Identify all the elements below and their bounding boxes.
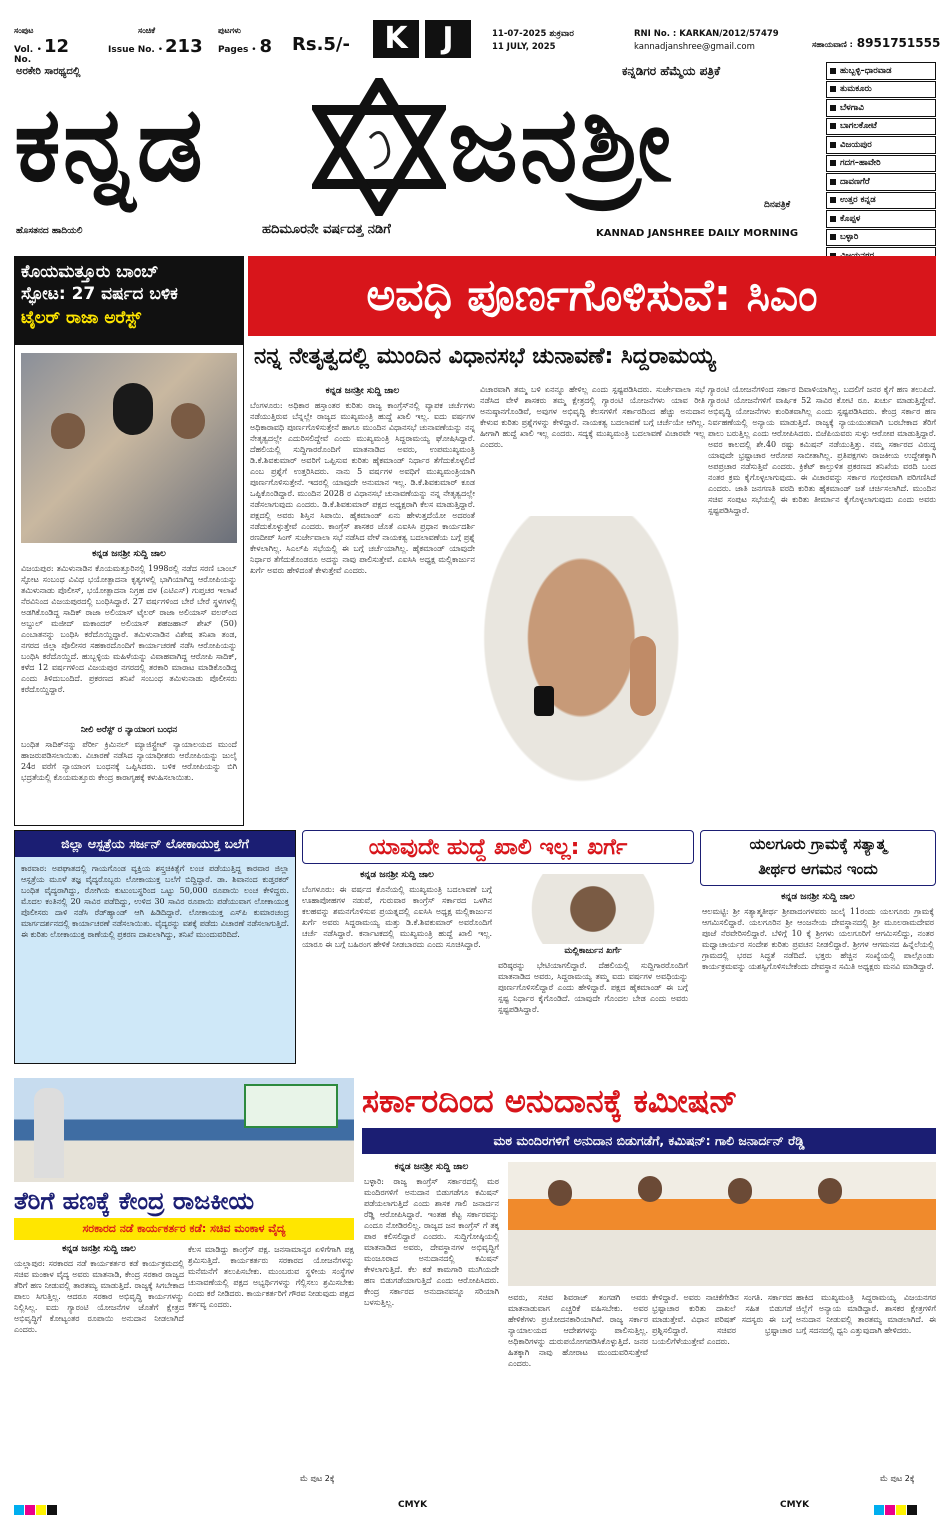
issue-number: 213 xyxy=(165,36,203,57)
yalgur-byline: ಕನ್ನಡ ಜನಶ್ರೀ ಸುದ್ದಿ ಜಾಲ xyxy=(781,892,855,902)
bomb-title-3: ಟೈಲರ್ ರಾಜಾ ಅರೆಸ್ಟ್ xyxy=(21,308,141,328)
right-tagline: ಕನ್ನಡಿಗರ ಹೆಮ್ಮೆಯ ಪತ್ರಿಕೆ xyxy=(622,64,721,78)
story-kharge xyxy=(302,830,694,1064)
title-left: ಕನ್ನಡ xyxy=(14,83,205,205)
title-right: ಜನಶ್ರೀ xyxy=(448,83,674,205)
cm-photo xyxy=(480,516,705,820)
edition-label: ಉತ್ತರ ಕನ್ನಡ xyxy=(840,195,876,206)
tax-subtitle: ಸರಕಾರದ ನಡೆ ಕಾರ್ಯಕರ್ತರ ಕಡೆ: ಸಚಿವ ಮಂಕಾಳ ವೈದ್ಯ xyxy=(14,1218,354,1240)
tax-col1: ಯಲ್ಲಾಪುರ: ಸರಕಾರದ ನಡೆ ಕಾರ್ಯಕರ್ತರ ಕಡೆ ಕಾರ್ಯಕ್ರಮದಲ್ಲಿ ಸಚಿವ ಮಂಕಾಳ ವೈದ್ಯ ಅವರು ಮಾತನಾಡಿ, ಕೇಂದ್ರ ಸರಕಾರ ರಾಜ್ಯದ ತೆರಿಗೆ ಹಣ ನೀಡುವಲ್ಲಿ ತಾರತಮ್ಯ ಮಾಡುತ್ತಿದೆ. ರಾಜ್ಯಕ್ಕೆ ಸಿಗಬೇಕಾದ ಪಾಲು ಸಿಗುತ್ತಿಲ್ಲ. ಆದರೂ ಸರಕಾರ ಅಭಿವೃದ್ಧಿ ಕಾರ್ಯಗಳನ್ನು ನಿಲ್ಲಿಸಿಲ್ಲ. ಐದು ಗ್ಯಾರಂಟಿ ಯೋಜನೆಗಳ ಜೊತೆಗೆ ಕ್ಷೇತ್ರದ ಅಭಿವೃದ್ಧಿಗೆ ಕೋಟ್ಯಂತರ ರೂಪಾಯಿ ಅನುದಾನ ನೀಡಲಾಗಿದೆ ಎಂದರು. xyxy=(14,1259,184,1334)
tax-photo xyxy=(14,1078,354,1182)
edition-label: ವಿಜಯಪುರ xyxy=(840,139,872,150)
edition-label: ಬಳ್ಳಾರಿ xyxy=(840,232,859,243)
color-swatches-right xyxy=(874,1500,918,1519)
commission-headline: ಸರ್ಕಾರದಿಂದ ಅನುದಾನಕ್ಕೆ ಕಮೀಷನ್ xyxy=(362,1082,738,1120)
cmyk-label-right: CMYK xyxy=(780,1500,810,1510)
commission-col2: ಅವರು, ಸಚಿವ ಶಿವರಾಜ್ ತಂಗಡಗಿ ಅವರು ಮಾತನಾಡುವಾಗ ಎಚ್ಚರಿಕೆ ವಹಿಸಬೇಕು. ಅವರ ಹೇಳಿಕೆಗಳು ಪ್ರಚೋದನಕಾರಿಯಾಗಿವೆ. ರಾಜ್ಯ ಸರ್ಕಾರ ನ್ಯಾಯಾಲಯದ ಆದೇಶಗಳನ್ನು ಪಾಲಿಸುತ್ತಿಲ್ಲ. ಅಧಿಕಾರಿಗಳನ್ನು ದುರುಪಯೋಗಪಡಿಸಿಕೊಳ್ಳುತ್ತಿದೆ. ಜನರ ಹಿತಕ್ಕಾಗಿ ನಾವು ಹೋರಾಟ ಮುಂದುವರಿಸುತ್ತೇವೆ ಎಂದರು. xyxy=(508,1293,648,1368)
email: kannadjanshree@gmail.com xyxy=(634,42,755,52)
issue-info: ಸಂಚಿಕೆ Issue No. • 213 xyxy=(108,26,208,54)
date-english: 11 JULY, 2025 xyxy=(492,42,556,52)
lead-col2: ವಿಚಾರವಾಗಿ ತಮ್ಮ ಬಳಿ ಏನನ್ನೂ ಹೇಳಿಲ್ಲ ಎಂದು ಸ್ಪಷ್ಟಪಡಿಸಿದರು. ಸುರ್ಜೇವಾಲಾ ಸಭೆ ನಡೆಸಿದ ವೇಳೆ ಶಾಸಕರು ತಮ್ಮ ಕ್ಷೇತ್ರದಲ್ಲಿ ಗ್ಯಾರಂಟಿ ಯೋಜನೆಗಳು ಯಾವ ರೀತಿ ಅನುಷ್ಠಾನಗೊಂಡಿವೆ, ಅವುಗಳ ಅಭಿವೃದ್ಧಿ ಕೆಲಸಗಳಿಗೆ ಸರ್ಕಾರದಿಂದ ಹೆಚ್ಚು ಅನುದಾನ ಕೇಳುವ ಕುರಿತು ಪ್ರಶ್ನೆಗಳನ್ನು ಕೇಳಿದ್ದಾರೆ. ನಾಯಕತ್ವ ಬದಲಾವಣೆ ಬಗ್ಗೆ ಚರ್ಚೆಯೇ ಆಗಿಲ್ಲ. ಹೀಗಾಗಿ ಹುದ್ದೆ ಖಾಲಿ ಇಲ್ಲ ಎಂದರು. ಸದ್ಯಕ್ಕೆ ಮುಖ್ಯಮಂತ್ರಿ ಬದಲಾವಣೆ ವಿಚಾರವೇ ಇಲ್ಲ ಎಂದರು. xyxy=(480,385,705,449)
story-bomb xyxy=(14,256,244,826)
kharge-col2: ವರಿಷ್ಠರನ್ನು ಭೇಟಿಯಾಗಲಿದ್ದಾರೆ. ದೆಹಲಿಯಲ್ಲಿ ಸುದ್ದಿಗಾರರೊಂದಿಗೆ ಮಾತನಾಡಿದ ಅವರು, ಸಿದ್ದರಾಮಯ್ಯ ತಮ್ಮ ಐದು ವರ್ಷಗಳ ಅವಧಿಯನ್ನು ಪೂರ್ಣಗೊಳಿಸಲಿದ್ದಾರೆ ಎಂದು ಹೇಳಿದ್ದಾರೆ. ಪಕ್ಷದ ಹೈಕಮಾಂಡ್ ಈ ಬಗ್ಗೆ ಸ್ಪಷ್ಟ ನಿರ್ಧಾರ ಕೈಗೊಂಡಿದೆ. ಯಾವುದೇ ಗೊಂದಲ ಬೇಡ ಎಂದು ಅವರು ಸ್ಪಷ್ಟಪಡಿಸಿದ್ದಾರೆ. xyxy=(498,961,688,1014)
english-name: KANNAD JANSHREE DAILY MORNING xyxy=(596,228,799,239)
pages-number: 8 xyxy=(259,36,273,57)
pages-label: ಪುಟಗಳು xyxy=(218,26,241,35)
lead-col3: ಗ್ಯಾರಂಟಿ ಯೋಜನೆಗಳಿಂದ ಸರ್ಕಾರ ದಿವಾಳಿಯಾಗಿಲ್ಲ. ಬದಲಿಗೆ ಜನರ ಕೈಗೆ ಹಣ ತಲುಪಿದೆ. ಗ್ಯಾರಂಟಿ ಯೋಜನೆಗಳಿಗೆ ವಾರ್ಷಿಕ 52 ಸಾವಿರ ಕೋಟಿ ರೂ. ಖರ್ಚು ಮಾಡುತ್ತಿದ್ದೇವೆ. ಅಭಿವೃದ್ಧಿ ಯೋಜನೆಗಳು ಕುಂಠಿತವಾಗಿಲ್ಲ ಎಂದು ಸ್ಪಷ್ಟಪಡಿಸಿದರು. ಕೇಂದ್ರ ಸರ್ಕಾರ ಹಣ ನಿರ್ವಹಣೆಯಲ್ಲಿ ಅನ್ಯಾಯ ಮಾಡುತ್ತಿದೆ. ರಾಜ್ಯಕ್ಕೆ ನ್ಯಾಯಯುತವಾಗಿ ಬರಬೇಕಾದ ತೆರಿಗೆ ಪಾಲು ಬರುತ್ತಿಲ್ಲ ಎಂದು ಆರೋಪಿಸಿದರು. ಬಿಜೆಪಿಯವರು ಸುಳ್ಳು ಆರೋಪ ಮಾಡುತ್ತಿದ್ದಾರೆ. ಅವರ ಕಾಲದಲ್ಲಿ ಶೇ.40 ರಷ್ಟು ಕಮಿಷನ್ ನಡೆಯುತ್ತಿತ್ತು. ನಮ್ಮ ಸರ್ಕಾರದ ವಿರುದ್ಧ ಯಾವುದೇ ಭ್ರಷ್ಟಾಚಾರ ಆರೋಪ ಸಾಬೀತಾಗಿಲ್ಲ. ಪ್ರತಿಪಕ್ಷಗಳು ರಾಜಕೀಯ ಉದ್ದೇಶಕ್ಕಾಗಿ ಅಪಪ್ರಚಾರ ನಡೆಸುತ್ತಿವೆ ಎಂದರು. ಕ್ರಿಕೆಟ್ ಕಾಲ್ತುಳಿತ ಪ್ರಕರಣದ ತನಿಖೆಯ ವರದಿ ಬಂದ ನಂತರ ಕ್ರಮ ಕೈಗೊಳ್ಳಲಾಗುವುದು. ಈ ವಿಚಾರವನ್ನು ಸರ್ಕಾರ ಗಂಭೀರವಾಗಿ ಪರಿಗಣಿಸಿದೆ ಎಂದರು. ಜಾತಿ ಜನಗಣತಿ ವರದಿ ಕುರಿತು ಹೈಕಮಾಂಡ್ ಜತೆ ಚರ್ಚಿಸಲಾಗಿದೆ. ಮುಂದಿನ ಸಚಿವ ಸಂಪುಟ ಸಭೆಯಲ್ಲಿ ಈ ಕುರಿತು ತೀರ್ಮಾನ ಕೈಗೊಳ್ಳಲಾಗುವುದು ಎಂದು ಅವರು ಸ್ಪಷ್ಟಪಡಿಸಿದ್ದಾರೆ. xyxy=(708,385,936,515)
edition-label: ಹುಬ್ಬಳ್ಳಿ–ಧಾರವಾಡ xyxy=(840,65,892,76)
bomb-title-1: ಕೊಯಮತ್ತೂರು ಬಾಂಬ್ xyxy=(21,262,159,282)
bomb-body-2: ಬಂಧಿತ ಸಾದಿಕ್‌ನನ್ನು ಪೆರ್ರೀ ಕ್ರಿಮಿನಲ್ ಮ್ಯಾಜಿಸ್ಟ್ರೇಟ್ ನ್ಯಾಯಾಲಯದ ಮುಂದೆ ಹಾಜರುಪಡಿಸಲಾಯಿತು. ವಿಚಾರಣೆ ನಡೆಸಿದ ನ್ಯಾಯಾಧೀಶರು ಆರೋಪಿಯನ್ನು ಜುಲೈ 24ರ ವರೆಗೆ ನ್ಯಾಯಾಂಗ ಬಂಧನಕ್ಕೆ ಒಪ್ಪಿಸಿದರು. ಬಳಿಕ ಆರೋಪಿಯನ್ನು ಬಿಗಿ ಭದ್ರತೆಯಲ್ಲಿ ಕೊಯಮತ್ತೂರು ಕೇಂದ್ರ ಕಾರಾಗೃಹಕ್ಕೆ ಕಳುಹಿಸಲಾಯಿತು. xyxy=(21,740,237,782)
yalgur-title-2: ತೀರ್ಥರ ಆಗಮನ ಇಂದು xyxy=(758,860,878,878)
story-surgeon xyxy=(14,830,296,1064)
edition-bullet-icon xyxy=(830,216,836,222)
masthead xyxy=(0,0,945,252)
tax-headline: ತೆರಿಗೆ ಹಣಕ್ಕೆ ಕೇಂದ್ರ ರಾಜಕೀಯ xyxy=(14,1187,255,1215)
edition-bullet-icon xyxy=(830,123,836,129)
date-kannada: 11-07-2025 ಶುಕ್ರವಾರ xyxy=(492,29,574,39)
bomb-headline-box xyxy=(15,257,243,345)
editions-list xyxy=(826,62,936,244)
edition-label: ಗದಗ–ಹಾವೇರಿ xyxy=(840,158,881,169)
yalgur-headline-box xyxy=(700,830,936,886)
issue-label: ಸಂಚಿಕೆ xyxy=(138,26,156,35)
lead-headline: ಅವಧಿ ಪೂರ್ಣಗೊಳಿಸುವೆ: ಸಿಎಂ xyxy=(248,256,936,336)
edition-item xyxy=(826,192,936,210)
edition-bullet-icon xyxy=(830,197,836,203)
kharge-headline: ಯಾವುದೇ ಹುದ್ದೆ ಖಾಲಿ ಇಲ್ಲ: ಖರ್ಗೆ xyxy=(302,830,694,864)
edition-label: ಕೊಪ್ಪಳ xyxy=(840,213,861,224)
rni-info xyxy=(634,28,814,54)
bomb-body: ವಿಜಯಪುರ: ತಮಿಳುನಾಡಿನ ಕೊಯಮತ್ತೂರಿನಲ್ಲಿ 1998ರಲ್ಲಿ ನಡೆದ ಸರಣಿ ಬಾಂಬ್ ಸ್ಫೋಟ ಸಂಬಂಧ ವಿವಿಧ ಭಯೋತ್ಪಾದನಾ ಕೃತ್ಯಗಳಲ್ಲಿ ಭಾಗಿಯಾಗಿದ್ದ ಆರೋಪಿಯನ್ನು ತಮಿಳುನಾಡು ಪೊಲೀಸ್, ಭಯೋತ್ಪಾದನಾ ನಿಗ್ರಹ ದಳ (ಎಟಿಎಸ್) ಗುಪ್ತಚರ ಇಲಾಖೆ ನೆರವಿನಿಂದ ವಿಜಯಪುರದಲ್ಲಿ ಬಂಧಿಸಿದ್ದಾರೆ. 27 ವರ್ಷಗಳಿಂದ ಬೇರೆ ಬೇರೆ ಸ್ಥಳಗಳಲ್ಲಿ ಅಡಗಿಕೊಂಡಿದ್ದ ಸಾದಿಕ್ ರಾಜಾ ಅಲಿಯಾಸ್ ಟೈಲರ್ ರಾಜಾ ಅಲಿಯಾಸ್ ವಲರ್ಂದ ಅಬ್ದುಲ್ ಮಜೀದ್ ಮಕಾಂದರ್ ಅಲಿಯಾಸ್ ಶಹಜಹಾನ್ ಶೇಖ್ (50) ಎಂಬಾತನನ್ನು ಬಂಧಿಸಿ ಕರೆದೊಯ್ದಿದ್ದಾರೆ. ತಮಿಳುನಾಡಿನ ವಿಶೇಷ ತನಿಖಾ ತಂಡ, ನಗರದ ಜಿಲ್ಲಾ ಪೊಲೀಸರ ಸಹಕಾರದೊಂದಿಗೆ ಕಾರ್ಯಾಚರಣೆ ನಡೆಸಿ ಆರೋಪಿಯನ್ನು ಬಂಧಿಸಿ ಕರೆದೊಯ್ದಿದೆ. ಹುಬ್ಬಳ್ಳಿಯ ಮಹಿಳೆಯನ್ನು ವಿವಾಹವಾಗಿದ್ದ ಆರೋಪಿ ಸಾದಿಕ್, ಕಳೆದ 12 ವರ್ಷಗಳಿಂದ ವಿಜಯಪುರ ನಗರದಲ್ಲಿ ತರಕಾರಿ ಮಾರಾಟ ಮಾಡಿಕೊಂಡಿದ್ದ ಎಂದು ತಿಳಿದುಬಂದಿದೆ. ಪ್ರಕರಣದ ತನಿಖೆ ಸಂಬಂಧ ತಮಿಳುನಾಡು ಪೊಲೀಸರು ಕರೆದೊಯ್ದಿದ್ದಾರೆ. xyxy=(21,564,237,694)
contact-number: 8951751555 xyxy=(856,36,941,50)
edition-item xyxy=(826,173,936,191)
cmyk-label-left: CMYK xyxy=(398,1500,428,1510)
bomb-title-2: ಸ್ಫೋಟ: 27 ವರ್ಷದ ಬಳಿಕ xyxy=(21,284,178,304)
edition-bullet-icon xyxy=(830,105,836,111)
issue-label-en: Issue No. xyxy=(108,45,155,55)
bomb-photo xyxy=(21,353,237,543)
vol-label-en: Vol. No. xyxy=(14,45,34,65)
bomb-subhead: ನೀಲಿ ಅರೆಸ್ಟ್ ರ ನ್ಯಾಯಾಂಗ ಬಂಧನ xyxy=(80,725,178,735)
commission-byline: ಕನ್ನಡ ಜನಶ್ರೀ ಸುದ್ದಿ ಜಾಲ xyxy=(394,1162,469,1172)
kharge-col1: ಬೆಂಗಳೂರು: ಈ ವರ್ಷದ ಕೊನೆಯಲ್ಲಿ ಮುಖ್ಯಮಂತ್ರಿ ಬದಲಾವಣೆ ಬಗ್ಗೆ ಊಹಾಪೋಹಗಳ ನಡುವೆ, ಗುರುವಾರ ಕಾಂಗ್ರೆಸ್ ಸರ್ಕಾರದ ಒಳಗಿನ ಕಲಹವನ್ನು ಶಮನಗೊಳಿಸುವ ಪ್ರಯತ್ನದಲ್ಲಿ ಎಐಸಿಸಿ ಅಧ್ಯಕ್ಷ ಮಲ್ಲಿಕಾರ್ಜುನ ಖರ್ಗೆ ಅವರು ಸಿದ್ದರಾಮಯ್ಯ ಮತ್ತು ಡಿ.ಕೆ.ಶಿವಕುಮಾರ್ ಅವರೊಂದಿಗೆ ಚರ್ಚೆ ನಡೆಸಿದ್ದಾರೆ. ಕರ್ನಾಟಕದಲ್ಲಿ ಮುಖ್ಯಮಂತ್ರಿ ಹುದ್ದೆ ಖಾಲಿ ಇಲ್ಲ. ಯಾರೂ ಈ ಬಗ್ಗೆ ಬಹಿರಂಗ ಹೇಳಿಕೆ ನೀಡಬಾರದು ಎಂದು ಸೂಚಿಸಿದ್ದಾರೆ. xyxy=(302,885,492,949)
edition-item xyxy=(826,136,936,154)
kharge-photo xyxy=(498,874,688,944)
bomb-byline: ಕನ್ನಡ ಜನಶ್ರೀ ಸುದ್ದಿ ಜಾಲ xyxy=(92,549,166,559)
price: Rs.5/- xyxy=(292,34,350,55)
commission-photo xyxy=(508,1162,936,1286)
logo-letter-k: K xyxy=(373,20,419,58)
edition-bullet-icon xyxy=(830,160,836,166)
rni-number: RNI No. : KARKAN/2012/57479 xyxy=(634,29,779,39)
edition-bullet-icon xyxy=(830,142,836,148)
footer-bar xyxy=(0,1494,945,1518)
edition-item xyxy=(826,229,936,247)
color-swatches-left xyxy=(14,1500,58,1519)
pages-label-en: Pages xyxy=(218,45,249,55)
kharge-byline: ಕನ್ನಡ ಜನಶ್ರೀ ಸುದ್ದಿ ಜಾಲ xyxy=(360,870,434,880)
surgeon-headline: ಜಿಲ್ಲಾ ಆಸ್ಪತ್ರೆಯ ಸರ್ಜನ್ ಲೋಕಾಯುಕ್ತ ಬಲೆಗೆ xyxy=(15,831,295,857)
kharge-caption: ಮಲ್ಲಿಕಾರ್ಜುನ ಖರ್ಗೆ xyxy=(564,946,622,956)
tax-col2: ಕೆಲಸ ಮಾಡಿದ್ದು ಕಾಂಗ್ರೆಸ್ ಪಕ್ಷ. ಜನಸಾಮಾನ್ಯರ ಏಳಿಗೆಗಾಗಿ ಪಕ್ಷ ಶ್ರಮಿಸುತ್ತಿದೆ. ಕಾರ್ಯಕರ್ತರು ಸರಕಾರದ ಯೋಜನೆಗಳನ್ನು ಮನೆಮನೆಗೆ ತಲುಪಿಸಬೇಕು. ಮುಂಬರುವ ಸ್ಥಳೀಯ ಸಂಸ್ಥೆಗಳ ಚುನಾವಣೆಯಲ್ಲಿ ಪಕ್ಷದ ಅಭ್ಯರ್ಥಿಗಳನ್ನು ಗೆಲ್ಲಿಸಲು ಶ್ರಮಿಸಬೇಕು ಎಂದು ಕರೆ ನೀಡಿದರು. ಕಾರ್ಯಕರ್ತರಿಗೆ ಗೌರವ ನೀಡುವುದು ಪಕ್ಷದ ಕರ್ತವ್ಯ ಎಂದರು. xyxy=(188,1245,354,1309)
vol-number: 12 xyxy=(43,36,69,57)
edition-bullet-icon xyxy=(830,179,836,185)
edition-item xyxy=(826,118,936,136)
edition-bullet-icon xyxy=(830,86,836,92)
edition-item xyxy=(826,155,936,173)
commission-subtitle: ಮಠ ಮಂದಿರಗಳಿಗೆ ಅನುದಾನ ಬಿಡುಗಡೆಗೆ, ಕಮಿಷನ್: ಗಾಲಿ ಜನಾರ್ದನ್ ರೆಡ್ಡಿ xyxy=(362,1128,936,1154)
edition-item xyxy=(826,210,936,228)
lead-subheadline: ನನ್ನ ನೇತೃತ್ವದಲ್ಲಿ ಮುಂದಿನ ವಿಧಾನಸಭೆ ಚುನಾವಣೆ: ಸಿದ್ದರಾಮಯ್ಯ xyxy=(254,344,716,369)
tax-byline: ಕನ್ನಡ ಜನಶ್ರೀ ಸುದ್ದಿ ಜಾಲ xyxy=(62,1244,136,1254)
commission-col4: ಹಾಕಿದ ಮುಖ್ಯಮಂತ್ರಿ ಸಿದ್ದರಾಮಯ್ಯ ವಿಜಯನಗರ ಜಿಲ್ಲೆಗೆ ಅನ್ಯಾಯ ಮಾಡಿದ್ದಾರೆ. ಶಾಸಕರ ಕ್ಷೇತ್ರಗಳಿಗೆ ಅನುದಾನ ನೀಡುವಲ್ಲಿ ತಾರತಮ್ಯ ಮಾಡಲಾಗಿದೆ. ಈ ಬಗ್ಗೆ ಸದನದಲ್ಲಿ ಧ್ವನಿ ಎತ್ತುವುದಾಗಿ ಹೇಳಿದರು. xyxy=(796,1293,936,1335)
edition-bullet-icon xyxy=(830,68,836,74)
yalgur-title-1: ಯಲಗೂರು ಗ್ರಾಮಕ್ಕೆ ಸತ್ಯಾತ್ಮ xyxy=(749,835,887,853)
edition-label: ದಾವಣಗೆರೆ xyxy=(840,176,870,187)
contact-info xyxy=(812,36,942,50)
contact-label: ಸಹಾಯವಾಣಿ : xyxy=(812,40,853,49)
commission-more: ಮೆ ಪುಟ 2ಕ್ಕೆ xyxy=(880,1474,915,1483)
new-step-tagline: ಹೊಸತನದ ಹಾದಿಯಲಿ xyxy=(16,226,83,236)
edition-item xyxy=(826,62,936,80)
left-tagline: ಅರಕೇರಿ ಸಾರಥ್ಯದಲ್ಲಿ xyxy=(16,66,81,77)
edition-item xyxy=(826,99,936,117)
date-info xyxy=(492,28,627,54)
tax-more: ಮೆ ಪುಟ 2ಕ್ಕೆ xyxy=(300,1474,335,1483)
daily-label: ದಿನಪತ್ರಿಕೆ xyxy=(764,200,791,210)
commission-col1: ಬಳ್ಳಾರಿ: ರಾಜ್ಯ ಕಾಂಗ್ರೆಸ್ ಸರ್ಕಾರದಲ್ಲಿ ಮಠ ಮಂದಿರಗಳಿಗೆ ಅನುದಾನ ಬಿಡುಗಡೆಗೂ ಕಮಿಷನ್ ಪಡೆಯಲಾಗುತ್ತಿದೆ ಎಂದು ಶಾಸಕ ಗಾಲಿ ಜನಾರ್ದನ ರೆಡ್ಡಿ ಆರೋಪಿಸಿದ್ದಾರೆ. ಇಂತಹ ಕೆಟ್ಟ ಸರ್ಕಾರವನ್ನು ಎಂದೂ ನೋಡಿರಲಿಲ್ಲ. ರಾಜ್ಯದ ಜನ ಕಾಂಗ್ರೆಸ್ ಗೆ ತಕ್ಕ ಪಾಠ ಕಲಿಸಲಿದ್ದಾರೆ ಎಂದರು. ಸುದ್ದಿಗೋಷ್ಠಿಯಲ್ಲಿ ಮಾತನಾಡಿದ ಅವರು, ದೇವಸ್ಥಾನಗಳ ಅಭಿವೃದ್ಧಿಗೆ ಮಂಜೂರಾದ ಅನುದಾನದಲ್ಲಿ ಕಮಿಷನ್ ಕೇಳಲಾಗುತ್ತಿದೆ. ಕೆಲ ಕಡೆ ಕಾಮಗಾರಿ ಮುಗಿಯದೇ ಹಣ ಬಿಡುಗಡೆಯಾಗುತ್ತಿದೆ ಎಂದು ಆರೋಪಿಸಿದರು. ಕೇಂದ್ರ ಸರ್ಕಾರದ ಅನುದಾನವನ್ನೂ ಸರಿಯಾಗಿ ಬಳಸುತ್ತಿಲ್ಲ. xyxy=(364,1177,499,1307)
lead-byline: ಕನ್ನಡ ಜನಶ್ರೀ ಸುದ್ದಿ ಜಾಲ xyxy=(325,386,400,396)
vol-info: ಸಂಪುಟ Vol. No. • 12 xyxy=(14,26,69,65)
vol-label: ಸಂಪುಟ xyxy=(14,26,34,35)
story-yalgur xyxy=(700,830,936,1064)
edition-item xyxy=(826,81,936,99)
lead-col1: ಬೆಂಗಳೂರು: ಅಧಿಕಾರ ಹಸ್ತಾಂತರ ಕುರಿತು ರಾಜ್ಯ ಕಾಂಗ್ರೆಸ್‌ನಲ್ಲಿ ವ್ಯಾಪಕ ಚರ್ಚೆಗಳು ನಡೆಯುತ್ತಿರುವ ಬೆನ್ನಲ್ಲೇ ರಾಜ್ಯದ ಮುಖ್ಯಮಂತ್ರಿ ಹುದ್ದೆ ಖಾಲಿ ಇಲ್ಲ. ಐದು ವರ್ಷಗಳ ಅಧಿಕಾರಾವಧಿ ಪೂರ್ಣಗೊಳಿಸುತ್ತೇನೆ ಹಾಗೂ ಮುಂದಿನ ವಿಧಾನಸಭೆ ಚುನಾವಣೆಯನ್ನು ನನ್ನ ನೇತೃತ್ವದಲ್ಲೇ ಎದುರಿಸಲಿದ್ದೇವೆ ಎಂದು ಮುಖ್ಯಮಂತ್ರಿ ಸಿದ್ದರಾಮಯ್ಯ ಘೋಷಿಸಿದ್ದಾರೆ. ದೆಹಲಿಯಲ್ಲಿ ಸುದ್ದಿಗಾರರೊಂದಿಗೆ ಮಾತನಾಡಿದ ಅವರು, ಉಪಮುಖ್ಯಮಂತ್ರಿ ಡಿ.ಕೆ.ಶಿವಕುಮಾರ್ ಅವರಿಗೆ ಒಪ್ಪಿಸುವ ಕುರಿತು ಹೈಕಮಾಂಡ್ ನಿರ್ಧಾರ ತೆಗೆದುಕೊಳ್ಳಲಿದೆ ಎಂಬ ಪ್ರಶ್ನೆಗೆ ಉತ್ತರಿಸಿದರು. ನಾನು 5 ವರ್ಷಗಳ ಅವಧಿಗೆ ಮುಖ್ಯಮಂತ್ರಿಯಾಗಿ ಪೂರ್ಣಗೊಳಿಸುತ್ತೇನೆ. ಇದರಲ್ಲಿ ಯಾವುದೇ ಅನುಮಾನ ಇಲ್ಲ. ಡಿ.ಕೆ.ಶಿವಕುಮಾರ್ ಕೂಡ ಒಪ್ಪಿಕೊಂಡಿದ್ದಾರೆ. ಮುಂದಿನ 2028 ರ ವಿಧಾನಸಭೆ ಚುನಾವಣೆಯನ್ನು ನನ್ನ ನೇತೃತ್ವದಲ್ಲೇ ನಡೆಸಲಾಗುವುದು ಎಂದರು. ಡಿ.ಕೆ.ಶಿವಕುಮಾರ್ ಪಕ್ಷದ ಅಧ್ಯಕ್ಷರಾಗಿ ಕೆಲಸ ಮಾಡುತ್ತಿದ್ದಾರೆ. ಪಕ್ಷದಲ್ಲಿ ಅವರು ಶಿಸ್ತಿನ ಸಿಪಾಯಿ. ಹೈಕಮಾಂಡ್ ಏನು ಹೇಳುತ್ತದೆಯೋ ಅದರಂತೆ ನಡೆದುಕೊಳ್ಳುತ್ತೇವೆ ಎಂದರು. ಕಾಂಗ್ರೆಸ್ ಶಾಸಕರ ಜೊತೆ ಎಐಸಿಸಿ ಪ್ರಧಾನ ಕಾರ್ಯದರ್ಶಿ ರಣದೀಪ್ ಸಿಂಗ್ ಸುರ್ಜೇವಾಲಾ ಸಭೆ ನಡೆಸಿದ ವೇಳೆ ನಾಯಕತ್ವ ಬದಲಾವಣೆಯ ಬಗ್ಗೆ ಪ್ರಶ್ನೆ ಕೇಳಲಾಗಿಲ್ಲ. ಸಿಎಲ್‌ಪಿ ಸಭೆಯಲ್ಲಿ ಈ ಬಗ್ಗೆ ಚರ್ಚೆಯಾಗಿಲ್ಲ. ಹೈಕಮಾಂಡ್ ಯಾವುದೇ ನಿರ್ಧಾರ ತೆಗೆದುಕೊಂಡರೂ ಅದನ್ನು ನಾವು ಪಾಲಿಸುತ್ತೇವೆ. ಎಐಸಿಸಿ ಅಧ್ಯಕ್ಷ ಮಲ್ಲಿಕಾರ್ಜುನ ಖರ್ಗೆ ಅವರು ಹೇಳಿದಂತೆ ಕೇಳುತ್ತೇವೆ ಎಂದರು. xyxy=(250,401,475,575)
edition-label: ಬಾಗಲಕೋಟೆ xyxy=(840,121,877,132)
edition-label: ತುಮಕೂರು xyxy=(840,84,872,95)
star-emblem xyxy=(312,78,446,216)
kj-logo xyxy=(373,20,483,58)
yalgur-body: ಆಲಮಟ್ಟಿ: ಶ್ರೀ ಸತ್ಯಾತ್ಮತೀರ್ಥ ಶ್ರೀಪಾದಂಗಳವರು ಜುಲೈ 11ರಂದು ಯಲಗೂರು ಗ್ರಾಮಕ್ಕೆ ಆಗಮಿಸಲಿದ್ದಾರೆ. ಯಲಗೂರಿನ ಶ್ರೀ ಆಂಜನೇಯ ದೇವಸ್ಥಾನದಲ್ಲಿ ಶ್ರೀ ಮೂಲರಾಮದೇವರ ಪೂಜೆ ನೆರವೇರಿಸಲಿದ್ದಾರೆ. ಬೆಳಿಗ್ಗೆ 10 ಕ್ಕೆ ಶ್ರೀಗಳು ಯಲಗೂರಿಗೆ ಆಗಮಿಸಲಿದ್ದು, ನಂತರ ಮಧ್ವಾಚಾರ್ಯರ ಸಂದೇಶ ಕುರಿತು ಪ್ರವಚನ ನೀಡಲಿದ್ದಾರೆ. ಶ್ರೀಗಳ ಆಗಮನದ ಹಿನ್ನೆಲೆಯಲ್ಲಿ ಗ್ರಾಮದಲ್ಲಿ ಭರದ ಸಿದ್ಧತೆ ನಡೆದಿದೆ. ಭಕ್ತರು ಹೆಚ್ಚಿನ ಸಂಖ್ಯೆಯಲ್ಲಿ ಪಾಲ್ಗೊಂಡು ಕಾರ್ಯಕ್ರಮವನ್ನು ಯಶಸ್ವಿಗೊಳಿಸಬೇಕೆಂದು ದೇವಸ್ಥಾನ ಸಮಿತಿ ಅಧ್ಯಕ್ಷರು ಮನವಿ ಮಾಡಿದ್ದಾರೆ. xyxy=(702,907,934,971)
surgeon-body: ಕಾರವಾರ: ಅಪಘಾತದಲ್ಲಿ ಗಾಯಗೊಂಡ ವ್ಯಕ್ತಿಯ ಶಸ್ತ್ರಚಿಕಿತ್ಸೆಗೆ ಲಂಚ ಪಡೆಯುತ್ತಿದ್ದ ಕಾರವಾರ ಜಿಲ್ಲಾ ಆಸ್ಪತ್ರೆಯ ಮೂಳೆ ತಜ್ಞ ವೈದ್ಯರೊಬ್ಬರು ಲೋಕಾಯುಕ್ತ ಬಲೆಗೆ ಬಿದ್ದಿದ್ದಾರೆ. ಡಾ. ಶಿವಾನಂದ ಕುಡ್ತರಕರ್ ಬಂಧಿತ ವೈದ್ಯರಾಗಿದ್ದು, ರೋಗಿಯ ಕುಟುಂಬಸ್ಥರಿಂದ ಒಟ್ಟು 50,000 ರೂಪಾಯಿ ಲಂಚ ಕೇಳಿದ್ದರು. ಮೊದಲ ಕಂತಿನಲ್ಲಿ 20 ಸಾವಿರ ಪಡೆದಿದ್ದು, ಉಳಿದ 30 ಸಾವಿರ ರೂಪಾಯಿ ಪಡೆಯುವಾಗ ಲೋಕಾಯುಕ್ತ ಪೊಲೀಸರು ದಾಳಿ ನಡೆಸಿ ರೆಡ್‌ಹ್ಯಾಂಡ್ ಆಗಿ ಹಿಡಿದಿದ್ದಾರೆ. ಲೋಕಾಯುಕ್ತ ಎಸ್‌ಪಿ ಕುಮಾರಚಂದ್ರ ಮಾರ್ಗದರ್ಶನದಲ್ಲಿ ಕಾರ್ಯಾಚರಣೆ ನಡೆಸಲಾಯಿತು. ವೈದ್ಯರನ್ನು ವಶಕ್ಕೆ ಪಡೆದು ವಿಚಾರಣೆ ನಡೆಸಲಾಗುತ್ತಿದೆ. ಈ ಕುರಿತು ಲೋಕಾಯುಕ್ತ ಠಾಣೆಯಲ್ಲಿ ಪ್ರಕರಣ ದಾಖಲಾಗಿದ್ದು, ತನಿಖೆ ಮುಂದುವರಿದಿದೆ. xyxy=(21,864,289,939)
edition-bullet-icon xyxy=(830,234,836,240)
thirteenth-year-tagline: ಹದಿಮೂರನೇ ವರ್ಷದತ್ತ ನಡಿಗೆ xyxy=(262,222,391,237)
logo-letter-j: J xyxy=(425,20,471,58)
pages-info: ಪುಟಗಳು Pages • 8 xyxy=(218,26,278,54)
commission-col3: ಕೇಳಿದ್ದಾರೆ. ಅವರು ನಾಚಿಕೆಗೇಡಿನ ಸಂಗತಿ. ಸರ್ಕಾರದ ಭ್ರಷ್ಟಾಚಾರ ಕುರಿತು ದಾಖಲೆ ಸಹಿತ ಬಿಡುಗಡೆ ಮಾಡುತ್ತೇವೆ. ವಿಧಾನ ಪರಿಷತ್ ಸದಸ್ಯರು ಈ ಬಗ್ಗೆ ಪ್ರಶ್ನಿಸಲಿದ್ದಾರೆ. ಸಚಿವರ ಭ್ರಷ್ಟಾಚಾರ ಬಯಲಿಗೆಳೆಯುತ್ತೇವೆ ಎಂದರು. xyxy=(652,1293,792,1346)
edition-label: ಬೆಳಗಾವಿ xyxy=(840,102,864,113)
